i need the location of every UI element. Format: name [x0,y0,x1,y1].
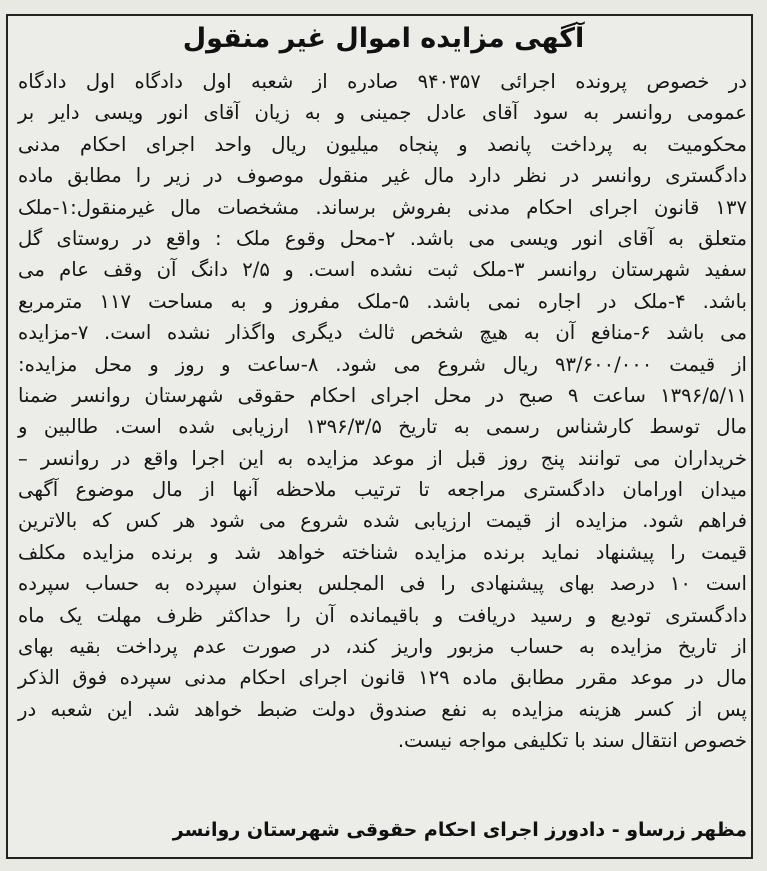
notice-line: در خصوص پرونده اجرائی ۹۴۰۳۵۷ صادره از شعبه اول دادگاه اول دادگاه [18,70,747,93]
notice-line: ۱۳۷ قانون اجرای احکام مدنی بفروش برساند. مشخصات مال غیرمنقول:۱-ملک [18,195,747,219]
notice-title: آگهی مزایده اموال غیر منقول [182,23,585,54]
notice-line: فراهم شود. مزایده از قیمت ارزیابی شده شروع می شود هر کس که بالاترین [18,509,747,533]
notice-line: باشد. ۴-ملک در اجاره نمی باشد. ۵-ملک مفروز و به مساحت ۱۱۷ مترمربع [18,289,748,313]
notice-line: می باشد ۶-منافع آن به هیچ شخص ثالث دیگری واگذار نشده است. ۷-مزایده [18,321,747,345]
notice-line: دادگستری روانسر در نظر دارد مال غیر منقول موصوف در زیر را مطابق ماده [18,164,747,188]
notice-line: متعلق به آقای انور ویسی می باشد. ۲-محل وقوع ملک : واقع در روستای گل [18,226,747,250]
notice-line: خصوص انتقال سند با تکلیفی مواجه نیست. [397,729,747,753]
notice-line: میدان اورامان دادگستری مراجعه تا ترتیب ملاحظه آنها از مال موضوع آگهی [18,478,747,502]
notice-line: عمومی روانسر به سود آقای عادل جمینی و به زیان آقای انور ویسی دایر بر [18,101,747,125]
notice-line: قیمت را پیشنهاد نماید برنده مزایده شناخته خواهد شد و برنده مزایده مکلف [18,540,747,564]
notice-line: پس از کسر هزینه مزایده به نفع صندوق دولت ضبط خواهد شد. این شعبه در [18,697,747,721]
notice-signature: مظهر زرساو - دادورز اجرای احکام حقوقی شهرستان روانسر [172,819,747,841]
notice-body [18,66,747,757]
notice-line: ۱۳۹۶/۵/۱۱ ساعت ۹ صبح در محل اجرای احکام حقوقی شهرستان روانسر ضمنا [18,383,747,407]
notice-line: سفید شهرستان روانسر ۳-ملک ثبت نشده است. و ۲/۵ دانگ آن وقف عام می [18,258,747,282]
notice-line: محکومیت به پرداخت پانصد و پنجاه میلیون ریال واحد اجرای احکام مدنی [18,132,747,156]
notice-line: از قیمت ۹۳/۶۰۰/۰۰۰ ریال شروع می شود. ۸-ساعت و روز و محل مزایده: [18,352,748,376]
notice-line: مال توسط کارشناس رسمی به تاریخ ۱۳۹۶/۳/۵ ارزیابی شده است. طالبین و [18,415,748,439]
notice-line: مال در موعد مقرر مطابق ماده ۱۲۹ قانون اجرای احکام مدنی سپرده فوق الذکر [18,666,747,690]
notice-line: است ۱۰ درصد بهای پیشنهادی را فی المجلس بعنوان سپرده به حساب سپرده [18,572,747,596]
notice-line: دادگستری تودیع و رسید دریافت و باقیمانده آن را حداکثر ظرف مهلت یک ماه [18,603,747,627]
notice-line: خریداران می توانند پنج روز قبل از موعد مزایده به این اجرا واقع در روانسر – [18,446,747,470]
notice-line: از تاریخ مزایده به حساب مزبور واریز کند، در صورت عدم پرداخت بقیه بهای [18,635,747,659]
